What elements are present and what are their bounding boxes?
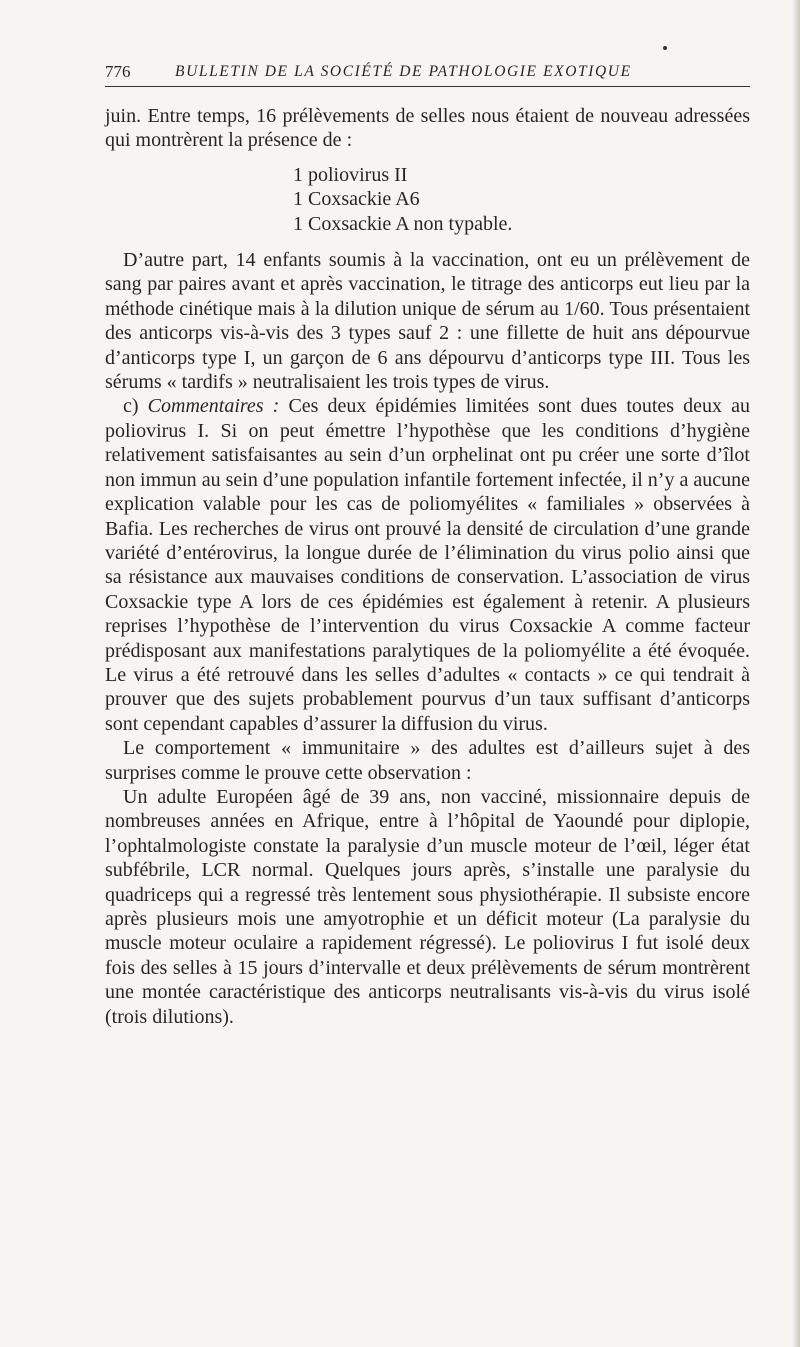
page-edge-shadow [792, 0, 800, 1347]
section-title: Commentaires : [147, 395, 280, 418]
paragraph-5: Un adulte Européen âgé de 39 ans, non vacciné, missionnaire depuis de nombreuses années en Afrique, entre à l’hôpital de Yaoundé pour diplopie, l’ophtalmologiste constate la paralysie d’un muscle moteur de l’œil, léger état subfébrile, LCR normal. Quelques jours après, s’installe une paralysie du quadriceps qui a regressé très lentement sous physiothérapie. Il subsiste encore après plusieurs mois une amyotrophie et un déficit moteur (La paralysie du muscle moteur oculaire a rapidement régressé). Le poliovirus I fut isolé deux fois des selles à 15 jours d’intervalle et deux prélèvements de sérum montrèrent une montée caractéristique des anticorps neutralisants vis-à-vis du virus isolé (trois dilutions). [105, 785, 750, 1028]
paragraph-3 [105, 394, 750, 736]
running-header [105, 62, 750, 87]
section-label: c) [123, 395, 139, 418]
page-number: 776 [105, 62, 131, 81]
list-item: 1 Coxsackie A6 [293, 188, 420, 211]
speck-mark [663, 46, 667, 50]
virus-list [105, 163, 750, 236]
paragraph-2: D’autre part, 14 enfants soumis à la vaccination, ont eu un prélèvement de sang par paires avant et après vaccination, le titrage des anticorps eut lieu par la méthode cinétique mais à la dilution unique de sérum au 1/60. Tous présentaient des anticorps vis-à-vis des 3 types sauf 2 : une fillette de huit ans dépourvue d’anticorps type I, un garçon de 6 ans dépourvu d’anticorps type III. Tous les sérums « tardifs » neutralisaient les trois types de virus. [105, 249, 750, 394]
paragraph-3-text: Ces deux épidémies limitées sont dues toutes deux au poliovirus I. Si on peut émettre l’hypothèse que les conditions d’hygiène relativement satisfaisantes au sein d’un orphelinat ont pu créer une sorte d’îlot non immun au sein d’une population infantile fortement infectée, il n’y a aucune explication valable pour les cas de poliomyélites « familiales » observées à Bafia. Les recherches de virus ont prouvé la densité de circulation d’une grande variété d’entérovirus, la longue durée de l’élimination du virus polio ainsi que sa résistance aux mauvaises conditions de conservation. L’association de virus Coxsackie type A lors de ces épidémies est également à retenir. A plusieurs reprises l’hypothèse de l’intervention du virus Coxsackie A comme facteur prédisposant aux manifestations paralytiques de la poliomyélite a été évoquée. Le virus a été retrouvé dans les selles d’adultes « contacts » ce qui tendrait à prouver que des sujets probablement pourvus d’un taux suffisant d’anticorps sont cependant capables d’assurer la diffusion du virus. [105, 395, 751, 735]
article-body [105, 104, 750, 1029]
list-item: 1 poliovirus II [293, 163, 408, 186]
journal-title: BULLETIN DE LA SOCIÉTÉ DE PATHOLOGIE EXOTIQUE [175, 63, 632, 80]
paragraph-4: Le comportement « immunitaire » des adultes est d’ailleurs sujet à des surprises comme le prouve cette observation : [105, 737, 750, 784]
list-item: 1 Coxsackie A non typable. [293, 212, 513, 235]
paragraph-1: juin. Entre temps, 16 prélèvements de selles nous étaient de nouveau adressées qui montrèrent la présence de : [105, 105, 750, 152]
